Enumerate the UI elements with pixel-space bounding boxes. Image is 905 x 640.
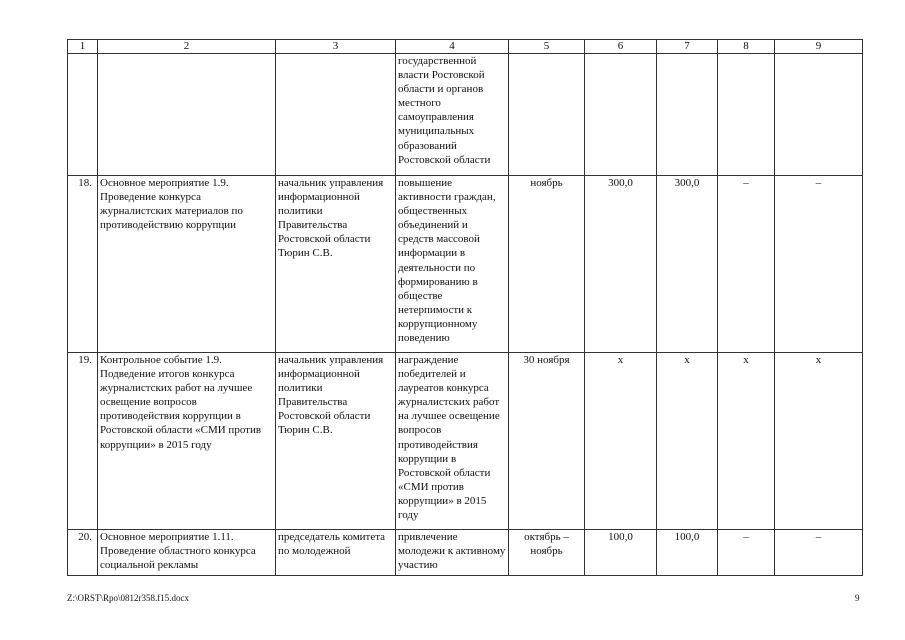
row-number: 20. [68, 530, 98, 576]
value-cell: х [657, 353, 718, 530]
result-cell: повышение активности граждан, общественных объединений и средств массовой информации в деятельности по формированию в обществе нетерпимости к коррупционному поведению [396, 176, 509, 353]
table-row [68, 353, 863, 530]
column-header: 8 [718, 40, 775, 54]
footer-page-number: 9 [855, 593, 860, 603]
event-cell: Основное мероприятие 1.11. Проведение областного конкурса социальной рекламы [98, 530, 276, 576]
value-cell [718, 54, 775, 176]
value-cell [585, 54, 657, 176]
row-number [68, 54, 98, 176]
value-cell [775, 54, 863, 176]
value-cell: 100,0 [585, 530, 657, 576]
term-cell: 30 ноября [509, 353, 585, 530]
column-header: 3 [276, 40, 396, 54]
value-cell: х [585, 353, 657, 530]
table-header-row [68, 40, 863, 54]
responsible-cell: председатель комитета по молодежной [276, 530, 396, 576]
term-cell: ноябрь [509, 176, 585, 353]
table-row [68, 530, 863, 576]
table-row [68, 54, 863, 176]
value-cell: – [718, 530, 775, 576]
value-cell: 300,0 [657, 176, 718, 353]
value-cell: – [775, 176, 863, 353]
table-row [68, 176, 863, 353]
result-cell: государственной власти Ростовской области и органов местного самоуправления муниципальных образований Ростовской области [396, 54, 509, 176]
value-cell: х [775, 353, 863, 530]
column-header: 5 [509, 40, 585, 54]
term-cell: октябрь – ноябрь [509, 530, 585, 576]
value-cell: 100,0 [657, 530, 718, 576]
value-cell: – [775, 530, 863, 576]
result-cell: награждение победителей и лауреатов конкурса журналистских работ на лучшее освещение вопросов противодействия коррупции в Ростовской области «СМИ против коррупции» в 2015 году [396, 353, 509, 530]
responsible-cell: начальник управления информационной политики Правительства Ростовской области Тюрин С.В. [276, 353, 396, 530]
plan-table [67, 39, 863, 576]
column-header: 6 [585, 40, 657, 54]
footer-file-path: Z:\ORST\Rpo\0812r358.f15.docx [67, 593, 189, 603]
responsible-cell: начальник управления информационной политики Правительства Ростовской области Тюрин С.В. [276, 176, 396, 353]
value-cell: 300,0 [585, 176, 657, 353]
column-header: 2 [98, 40, 276, 54]
result-cell: привлечение молодежи к активному участию [396, 530, 509, 576]
column-header: 9 [775, 40, 863, 54]
event-cell: Основное мероприятие 1.9. Проведение конкурса журналистских материалов по противодействию коррупции [98, 176, 276, 353]
event-cell [98, 54, 276, 176]
value-cell: – [718, 176, 775, 353]
column-header: 1 [68, 40, 98, 54]
responsible-cell [276, 54, 396, 176]
value-cell: х [718, 353, 775, 530]
row-number: 19. [68, 353, 98, 530]
event-cell: Контрольное событие 1.9. Подведение итогов конкурса журналистских работ на лучшее освещение вопросов противодействия коррупции в Ростовской области «СМИ против коррупции» в 2015 году [98, 353, 276, 530]
term-cell [509, 54, 585, 176]
value-cell [657, 54, 718, 176]
column-header: 4 [396, 40, 509, 54]
row-number: 18. [68, 176, 98, 353]
column-header: 7 [657, 40, 718, 54]
